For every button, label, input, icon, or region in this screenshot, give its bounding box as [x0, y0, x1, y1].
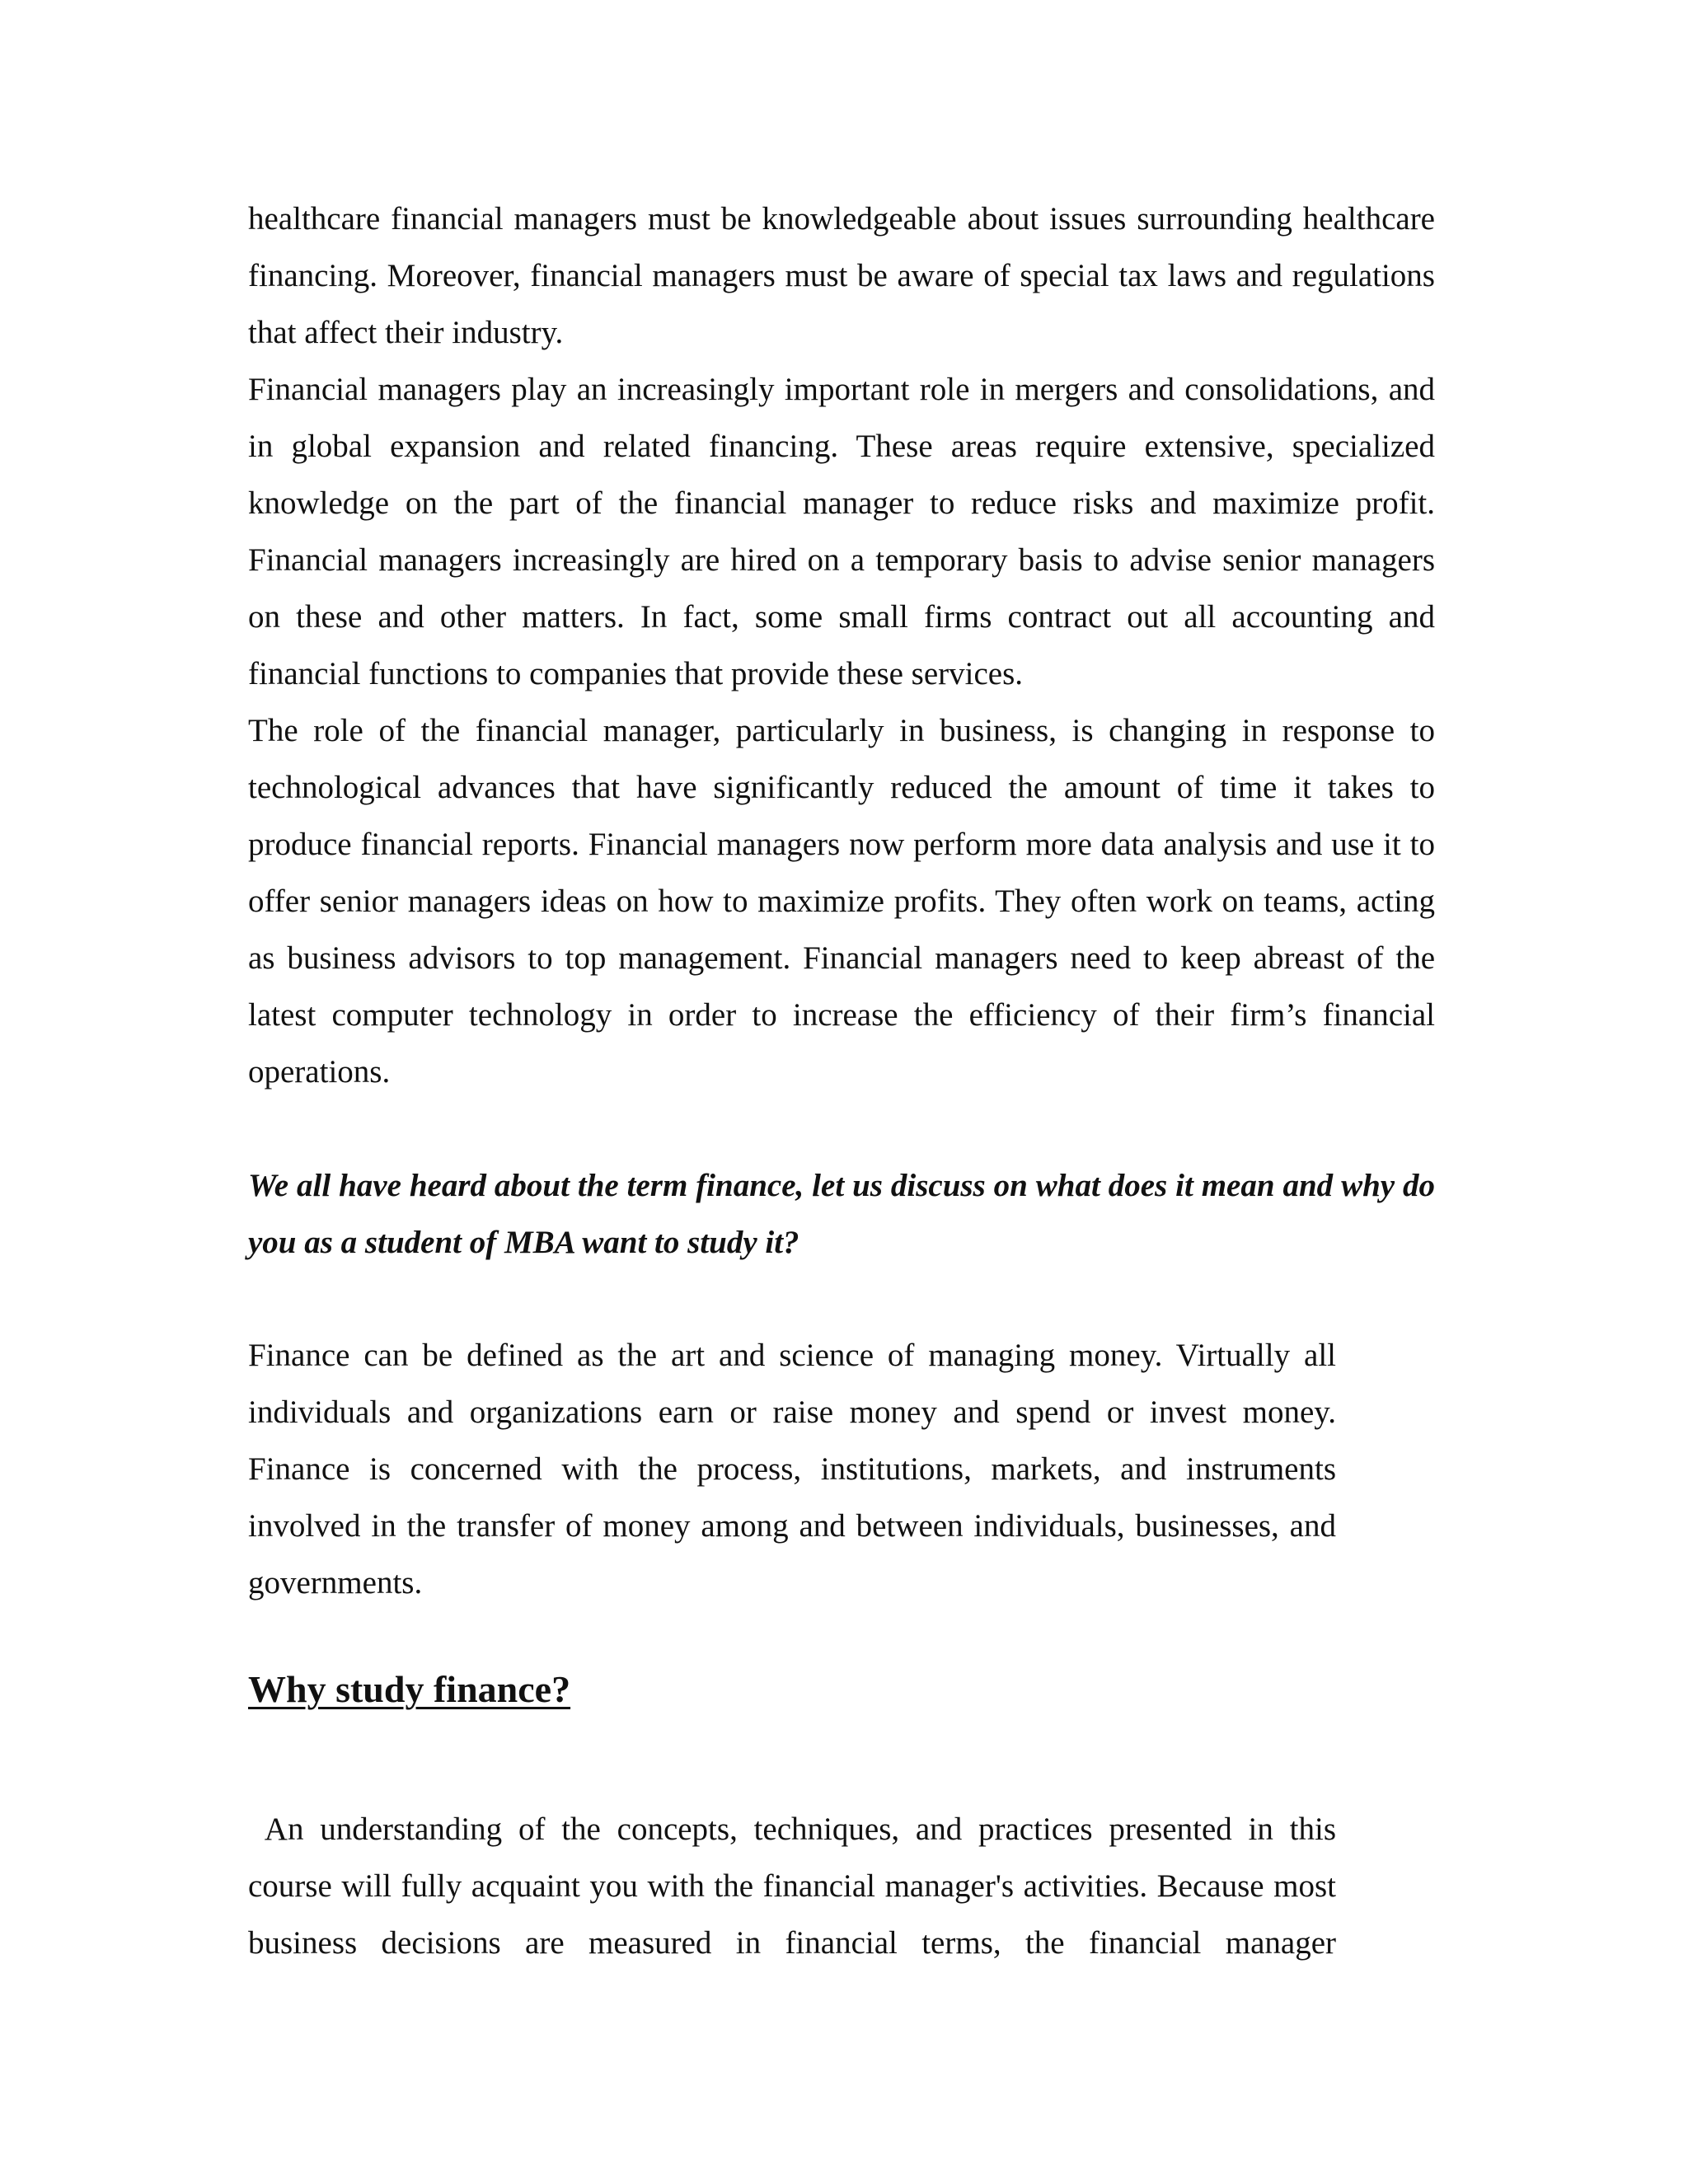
section-heading-why-study-finance: Why study finance?	[248, 1668, 571, 1710]
paragraph-why-study-finance: An understanding of the concepts, techniques, and practices presented in this course will fully acquaint you with the financial manager's activities. Because most business decisions are measured in financial terms, the financial manager	[248, 1811, 1336, 1961]
discussion-question: We all have heard about the term finance, let us discuss on what does it mean and why do you as a student of MBA want to study it?	[248, 1168, 1435, 1260]
paragraph-healthcare-financing: healthcare financial managers must be knowledgeable about issues surrounding healthcare financing. Moreover, financial managers must be aware of special tax laws and regulations that affect their industry.	[248, 201, 1435, 350]
paragraph-mergers-consolidations: Financial managers play an increasingly important role in mergers and consolidations, and in global expansion and related financing. These areas require extensive, specialized knowledge on the part of the financial manager to reduce risks and maximize profit. Financial managers increasingly are hired on a temporary basis to advise senior managers on these and other matters. In fact, some small firms contract out all accounting and financial functions to companies that provide these services.	[248, 372, 1435, 691]
paragraph-role-of-financial-manager: The role of the financial manager, particularly in business, is changing in response to technological advances that have significantly reduced the amount of time it takes to produce financial reports. Financial managers now perform more data analysis and use it to offer senior managers ideas on how to maximize profits. They often work on teams, acting as business advisors to top management. Financial managers need to keep abreast of the latest computer technology in order to increase the efficiency of their firm’s financial operations.	[248, 713, 1435, 1090]
paragraph-finance-definition: Finance can be defined as the art and science of managing money. Virtually all individuals and organizations earn or raise money and spend or invest money. Finance is concerned with the process, institutions, markets, and instruments involved in the transfer of money among and between individuals, businesses, and governments.	[248, 1338, 1336, 1601]
